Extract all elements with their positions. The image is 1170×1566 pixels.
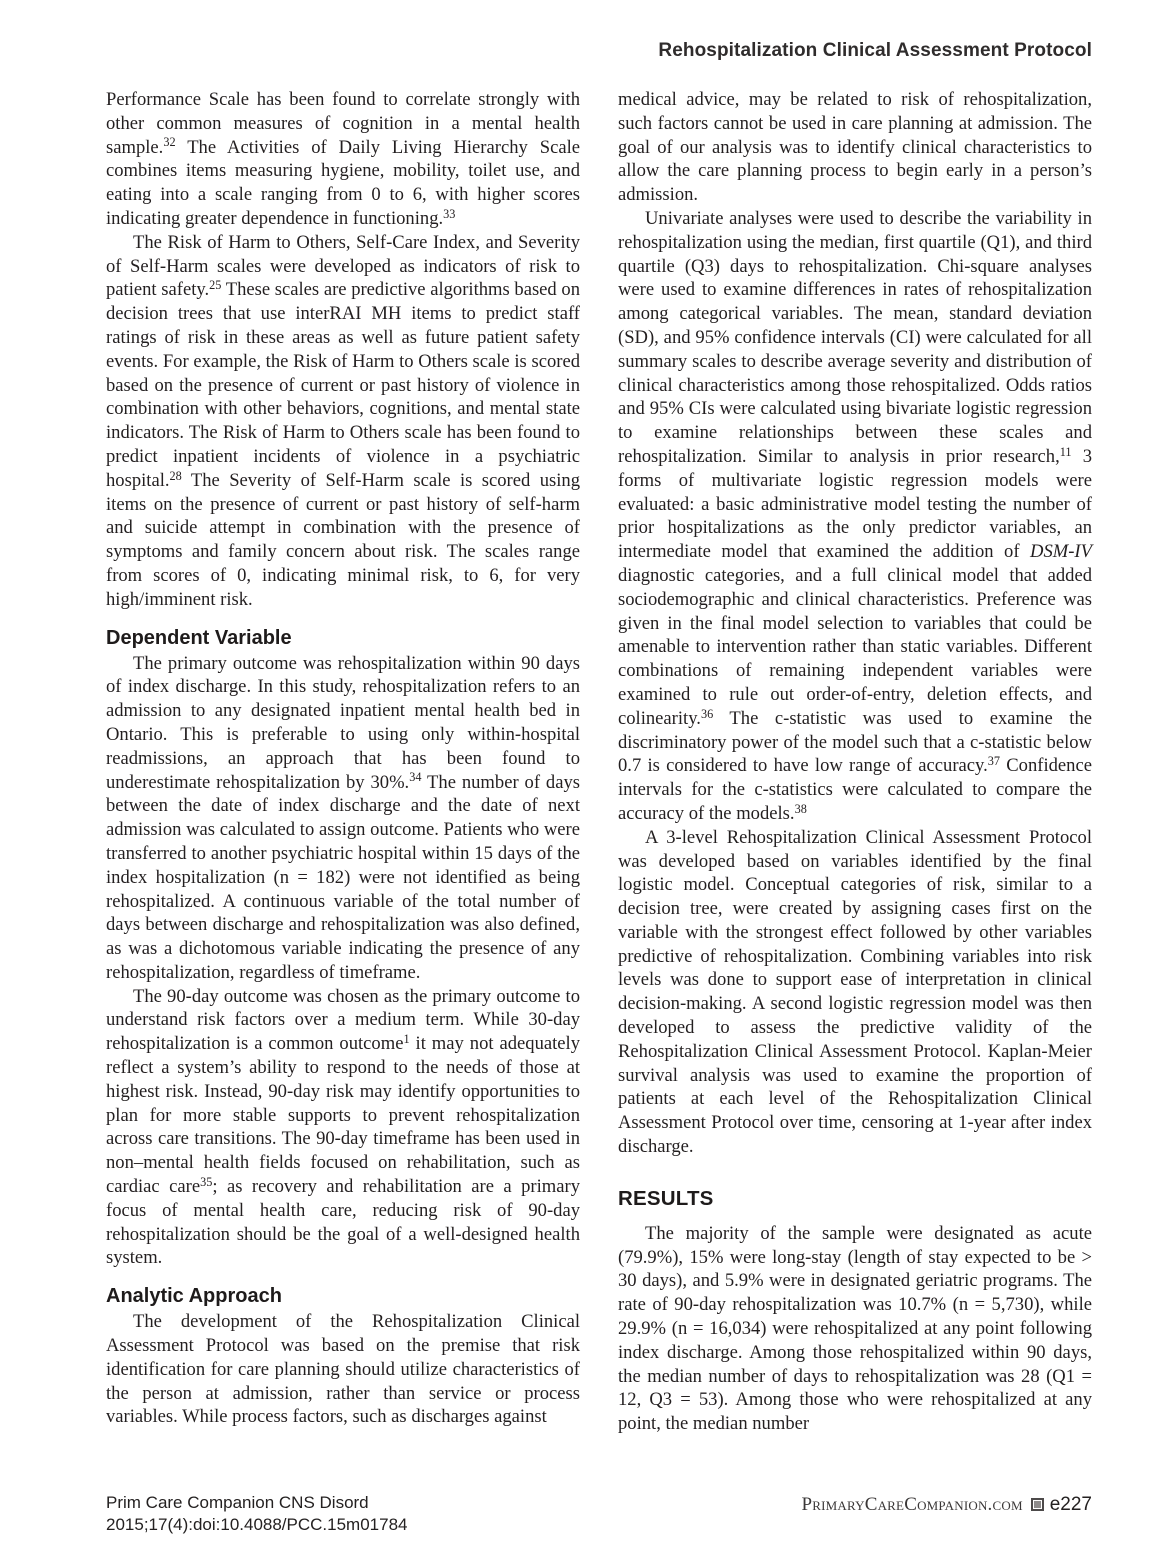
footer-journal-info: [106, 1492, 408, 1536]
journal-website: PrimaryCareCompanion.com: [801, 1494, 1023, 1515]
subheading: Analytic Approach: [106, 1285, 282, 1308]
citation-doi: 2015;17(4):doi:10.4088/PCC.15m01784: [106, 1515, 408, 1534]
running-head: Rehospitalization Clinical Assessment Protocol: [658, 40, 1092, 61]
footer-site-info: [801, 1494, 1092, 1516]
right-column: [618, 88, 1092, 1436]
page-number: e227: [1049, 1494, 1092, 1515]
paragraph: Univariate analyses were used to describe the variability in rehospitalization using the median, first quartile (Q1), and third quartile (Q3) days to rehospitalization. Chi-square analyses were used to examine differences in rates of rehospitalization among categorical variables. The mean, standard deviation (SD), and 95% confidence intervals (CI) were calculated for all summary scales to describe average severity and distribution of clinical characteristics among those rehospitalized. Odds ratios and 95% CIs were calculated using bivariate logistic regression to examine relationships between these scales and rehospitalization. Similar to analysis in prior research,$^{11}$ 3 forms of multivariate logistic regression models were evaluated: a basic administrative model testing the number of prior hospitalizations as the only predictor variables, an intermediate model that examined the addition of DSM-IV diagnostic categories, and a full clinical model that added sociodemographic and clinical characteristics. Preference was given in the final model selection to variables that could be amenable to intervention rather than static variables. Different combinations of remaining independent variables were examined to rule out order-of-entry, deletion effects, and colinearity.$^{36}$ The c-statistic was used to examine the discriminatory power of the model such that a c-statistic below 0.7 is considered to have low range of accuracy.$^{37}$ Confidence intervals for the c-statistics were calculated to compare the accuracy of the models.$^{38}$: [618, 207, 1092, 824]
subheading: Dependent Variable: [106, 626, 292, 649]
journal-name: Prim Care Companion CNS Disord: [106, 1493, 369, 1512]
paragraph: medical advice, may be related to risk of rehospitalization, such factors cannot be used in care planning at admission. The goal of our analysis was to identify clinical characteristics to allow the care planning process to begin early in a person’s admission.: [618, 89, 1092, 206]
paragraph: The primary outcome was rehospitalization within 90 days of index discharge. In this study, rehospitalization refers to an admission to any designated inpatient mental health bed in Ontario. This is preferable to using only within-hospital readmissions, an approach that has been found to underestimate rehospitalization by 30%.$^{34}$ The number of days between the date of index discharge and the date of next admission was calculated to assign outcome. Patients who were transferred to another psychiatric hospital within 15 days of the index hospitalization (n = 182) were not identified as being rehospitalized. A continuous variable of the total number of days between discharge and rehospitalization was also defined, as was a dichotomous variable indicating the presence of any rehospitalization, regardless of timeframe.: [106, 652, 580, 983]
section-heading: RESULTS: [618, 1186, 714, 1210]
paragraph: The Risk of Harm to Others, Self-Care Index, and Severity of Self-Harm scales were developed as indicators of risk to patient safety.$^{25}$ These scales are predictive algorithms based on decision trees that use interRAI MH items to predict staff ratings of risk in these areas as well as future patient safety events. For example, the Risk of Harm to Others scale is scored based on the presence of current or past history of violence in combination with other behaviors, cognitions, and mental state indicators. The Risk of Harm to Others scale has been found to predict inpatient incidents of violence in a psychiatric hospital.$^{28}$ The Severity of Self-Harm scale is scored using items on the presence of current or past history of self-harm and suicide attempt in combination with the presence of symptoms and family concern about risk. The scales range from scores of 0, indicating minimal risk, to 6, for very high/imminent risk.: [106, 231, 580, 610]
article-body: [106, 88, 1092, 1436]
paragraph: The 90-day outcome was chosen as the primary outcome to understand risk factors over a medium term. While 30-day rehospitalization is a common outcome$^1$ it may not adequately reflect a system’s ability to respond to the needs of those at highest risk. Instead, 90-day risk may identify opportunities to plan for more stable supports to prevent rehospitalization across care transitions. The 90-day timeframe has been used in non–mental health fields focused on rehabilitation, such as cardiac care$^{35}$; as recovery and rehabilitation are a primary focus of mental health care, reducing risk of 90-day rehospitalization should be the goal of a well-designed health system.: [106, 985, 581, 1269]
paragraph: A 3-level Rehospitalization Clinical Assessment Protocol was developed based on variables identified by the final logistic model. Conceptual categories of risk, similar to a decision tree, were created by assigning cases first on the variable with the strongest effect followed by other variables predictive of rehospitalization. Combining variables into risk levels was done to support ease of interpretation in clinical decision-making. A second logistic regression model was then developed to assess the predictive validity of the Rehospitalization Clinical Assessment Protocol. Kaplan-Meier survival analysis was used to examine the proportion of patients at each level of the Rehospitalization Clinical Assessment Protocol over time, censoring at 1-year after index discharge.: [618, 826, 1092, 1158]
paragraph: The majority of the sample were designated as acute (79.9%), 15% were long-stay (length of stay expected to be > 30 days), and 5.9% were in designated geriatric programs. The rate of 90-day rehospitalization was 10.7% (n = 5,730), while 29.9% (n = 16,034) were rehospitalized at any point following index discharge. Among those rehospitalized within 90 days, the median number of days to rehospitalization was 28 (Q1 = 12, Q3 = 53). Among those who were rehospitalized at any point, the median number: [618, 1222, 1092, 1435]
paragraph: Performance Scale has been found to correlate strongly with other common measures of cognition in a mental health sample.$^{32}$ The Activities of Daily Living Hierarchy Scale combines items measuring hygiene, mobility, toilet use, and eating into a scale ranging from 0 to 6, with higher scores indicating greater dependence in functioning.$^{33}$: [106, 89, 580, 229]
journal-logo-icon: [1031, 1498, 1044, 1511]
paragraph: The development of the Rehospitalization Clinical Assessment Protocol was based on the premise that risk identification for care planning should utilize characteristics of the person at admission, rather than service or process variables. While process factors, such as discharges against: [106, 1311, 580, 1428]
left-column: [106, 88, 580, 1436]
